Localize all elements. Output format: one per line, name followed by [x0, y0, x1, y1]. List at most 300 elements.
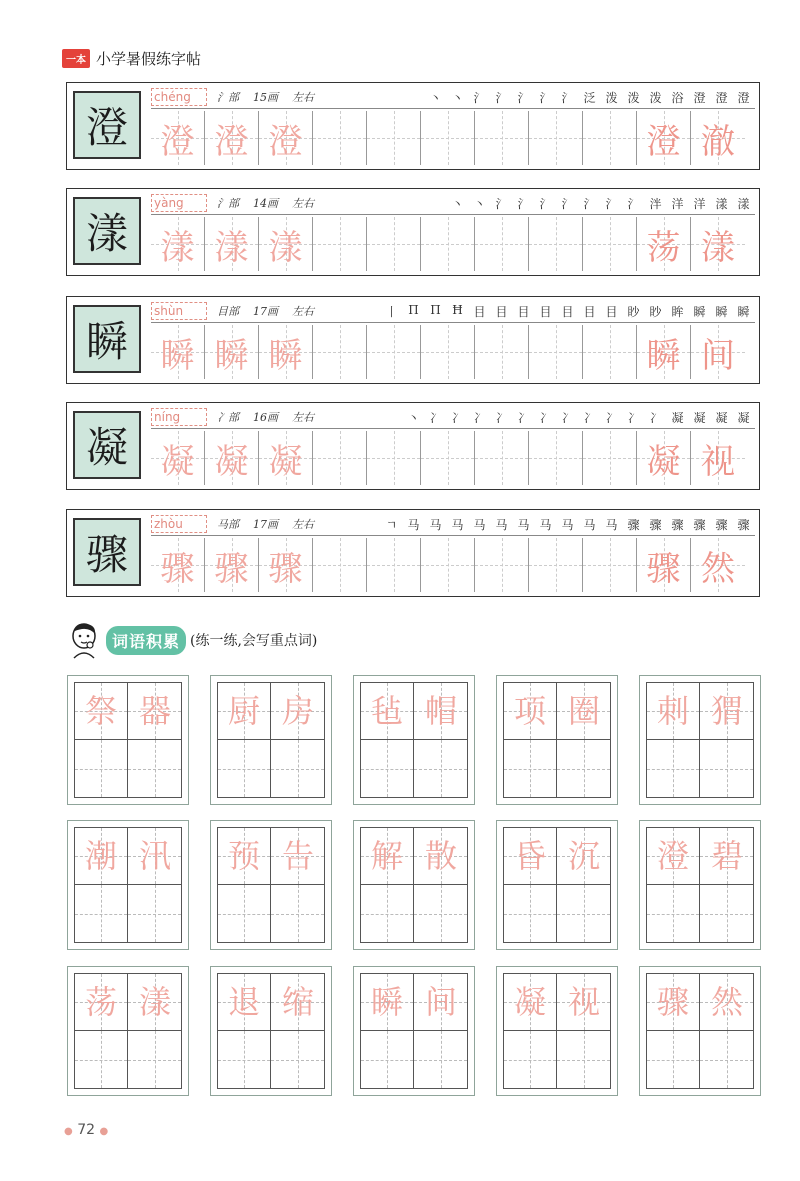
stroke-step: 冫	[583, 410, 597, 425]
word-block	[210, 820, 332, 950]
practice-cell[interactable]	[205, 111, 259, 165]
word-char: 预	[227, 837, 260, 875]
word-trace	[360, 973, 468, 1031]
word-block	[496, 966, 618, 1096]
word-char: 沉	[567, 837, 600, 875]
stroke-step: 骤	[737, 517, 751, 532]
trace-char: 视	[701, 441, 735, 482]
stroke-step: 马	[429, 517, 443, 532]
trace-char: 凝	[214, 441, 249, 482]
char-info-strip	[151, 300, 755, 323]
word-block	[639, 820, 761, 950]
stroke-step: 漾	[737, 196, 751, 211]
stroke-step: 目	[561, 304, 575, 319]
word-char: 刺	[656, 692, 689, 730]
practice-cell[interactable]	[475, 538, 529, 592]
word-char: 房	[281, 692, 314, 730]
word-cell[interactable]	[700, 1031, 753, 1088]
practice-cell[interactable]	[691, 217, 745, 271]
practice-cells	[151, 431, 755, 485]
practice-cell[interactable]	[691, 538, 745, 592]
word-block	[210, 966, 332, 1096]
stroke-step: 冫	[627, 410, 641, 425]
stroke-step: 丶	[473, 196, 487, 211]
practice-cell[interactable]	[529, 111, 583, 165]
pinyin-label: níng	[151, 408, 207, 426]
word-trace	[217, 682, 325, 740]
practice-cell[interactable]	[205, 431, 259, 485]
word-char: 昏	[513, 837, 546, 875]
word-section-title	[66, 620, 317, 660]
word-trace	[503, 973, 611, 1031]
word-cell[interactable]	[75, 740, 128, 797]
stroke-step: 马	[451, 517, 465, 532]
word-cell[interactable]	[128, 885, 181, 942]
practice-cell[interactable]	[637, 325, 691, 379]
practice-cells	[151, 217, 755, 271]
practice-cell[interactable]	[151, 538, 205, 592]
strokes-label: 17画	[253, 518, 278, 531]
page-number-value: 72	[77, 1122, 96, 1138]
stroke-step: 丨	[385, 304, 399, 319]
stroke-order	[381, 516, 755, 533]
word-block	[639, 675, 761, 805]
trace-char: 凝	[646, 441, 681, 482]
word-cell[interactable]	[218, 1031, 271, 1088]
stroke-step: 氵	[583, 196, 597, 211]
practice-cell[interactable]	[421, 538, 475, 592]
main-char: 瞬	[85, 317, 128, 366]
practice-cell[interactable]	[691, 431, 745, 485]
word-char: 缩	[281, 983, 314, 1021]
word-cell[interactable]	[271, 885, 324, 942]
practice-cell[interactable]	[583, 431, 637, 485]
trace-char: 漾	[268, 227, 303, 268]
practice-cell[interactable]	[637, 431, 691, 485]
practice-cell[interactable]	[313, 325, 367, 379]
word-block	[67, 820, 189, 950]
section-note: (练一练,会写重点词)	[190, 633, 318, 649]
word-char: 澄	[656, 837, 689, 875]
stroke-step: 骤	[693, 517, 707, 532]
word-cell[interactable]	[218, 740, 271, 797]
strokes-label: 16画	[253, 411, 278, 424]
stroke-step: 目	[605, 304, 619, 319]
trace-char: 骤	[214, 548, 249, 589]
practice-cell[interactable]	[583, 217, 637, 271]
practice-cell[interactable]	[529, 431, 583, 485]
word-cell[interactable]	[504, 1031, 557, 1088]
stroke-step: 氵	[473, 90, 487, 105]
trace-char: 澄	[214, 121, 249, 162]
stroke-step: 冫	[605, 410, 619, 425]
stroke-step: 马	[561, 517, 575, 532]
word-cell[interactable]	[361, 740, 414, 797]
word-cell[interactable]	[218, 885, 271, 942]
word-cell[interactable]	[557, 885, 610, 942]
word-trace	[646, 973, 754, 1031]
word-cell[interactable]	[647, 885, 700, 942]
main-char: 凝	[85, 423, 128, 472]
trace-char: 凝	[268, 441, 303, 482]
stroke-step: 泼	[605, 90, 619, 105]
word-cell[interactable]	[414, 885, 467, 942]
page-header	[62, 48, 201, 68]
practice-cell[interactable]	[691, 111, 745, 165]
practice-cell[interactable]	[259, 111, 313, 165]
word-trace	[360, 827, 468, 885]
stroke-step: 冫	[473, 410, 487, 425]
word-char: 骤	[656, 983, 689, 1021]
stroke-step: 洋	[693, 196, 707, 211]
practice-cell[interactable]	[421, 325, 475, 379]
trace-char: 瞬	[160, 335, 195, 376]
stroke-step: 氵	[605, 196, 619, 211]
main-char-box	[73, 305, 141, 373]
word-cell[interactable]	[700, 740, 753, 797]
radical-label: 马部	[217, 518, 239, 531]
brand-logo: 一本	[62, 49, 90, 68]
word-trace	[646, 827, 754, 885]
radical-label: 目部	[217, 305, 239, 318]
stroke-step: 凝	[737, 410, 751, 425]
practice-cells	[151, 325, 755, 379]
word-char: 猬	[710, 692, 743, 730]
practice-cell[interactable]	[691, 325, 745, 379]
stroke-order	[403, 409, 755, 426]
section-badge: 词语积累	[106, 626, 186, 655]
word-block	[67, 966, 189, 1096]
word-char: 荡	[84, 983, 117, 1021]
trace-char: 瞬	[268, 335, 303, 376]
radical-label: 氵部	[217, 91, 239, 104]
stroke-order	[447, 195, 755, 212]
char-info-strip	[151, 406, 755, 429]
word-block	[353, 820, 475, 950]
word-cell[interactable]	[504, 885, 557, 942]
char-info-strip	[151, 513, 755, 536]
stroke-step: 氵	[495, 90, 509, 105]
practice-cell[interactable]	[475, 431, 529, 485]
stroke-step: 马	[517, 517, 531, 532]
stroke-step: 冫	[539, 410, 553, 425]
word-block	[639, 966, 761, 1096]
stroke-step: 澄	[715, 90, 729, 105]
trace-char: 骤	[268, 548, 303, 589]
word-cell[interactable]	[271, 740, 324, 797]
stroke-step: 泮	[649, 196, 663, 211]
word-char: 凝	[513, 983, 546, 1021]
word-block	[496, 675, 618, 805]
practice-cell[interactable]	[313, 111, 367, 165]
word-trace	[74, 682, 182, 740]
word-trace	[503, 682, 611, 740]
stroke-step: 丶	[451, 90, 465, 105]
practice-cells	[151, 538, 755, 592]
word-block	[496, 820, 618, 950]
word-block	[353, 966, 475, 1096]
stroke-step: 冫	[495, 410, 509, 425]
trace-char: 然	[701, 548, 735, 589]
stroke-step: 凝	[671, 410, 685, 425]
stroke-step: 目	[539, 304, 553, 319]
trace-char: 澄	[160, 121, 195, 162]
book-title: 小学暑假练字帖	[96, 49, 202, 68]
practice-cell[interactable]	[151, 111, 205, 165]
trace-char: 瞬	[646, 335, 681, 376]
word-char: 碧	[710, 837, 743, 875]
word-cell[interactable]	[504, 740, 557, 797]
stroke-step: 眸	[671, 304, 685, 319]
strokes-label: 15画	[253, 91, 278, 104]
trace-char: 瞬	[214, 335, 249, 376]
word-char: 退	[227, 983, 260, 1021]
word-cell[interactable]	[271, 1031, 324, 1088]
practice-cell[interactable]	[421, 217, 475, 271]
word-trace	[74, 827, 182, 885]
stroke-step: 氵	[627, 196, 641, 211]
stroke-step: 目	[473, 304, 487, 319]
stroke-step: 骤	[715, 517, 729, 532]
practice-cell[interactable]	[637, 111, 691, 165]
stroke-step: 马	[495, 517, 509, 532]
stroke-step: 丶	[429, 90, 443, 105]
word-char: 汛	[138, 837, 171, 875]
stroke-step: 冫	[649, 410, 663, 425]
practice-cell[interactable]	[151, 431, 205, 485]
stroke-step: 丶	[407, 410, 421, 425]
main-char: 澄	[85, 103, 128, 152]
stroke-step: 澄	[737, 90, 751, 105]
practice-cell[interactable]	[151, 217, 205, 271]
main-char-box	[73, 197, 141, 265]
strokes-label: 17画	[253, 305, 278, 318]
stroke-step: 瞬	[737, 304, 751, 319]
trace-char: 凝	[160, 441, 195, 482]
char-row-3	[66, 296, 760, 384]
practice-cell[interactable]	[583, 325, 637, 379]
practice-cell[interactable]	[529, 538, 583, 592]
trace-char: 漾	[701, 227, 735, 268]
stroke-step: 氵	[517, 196, 531, 211]
stroke-step: 马	[605, 517, 619, 532]
practice-cell[interactable]	[367, 431, 421, 485]
stroke-step: 泼	[627, 90, 641, 105]
char-info-strip	[151, 192, 755, 215]
char-row-5	[66, 509, 760, 597]
word-char: 然	[710, 983, 743, 1021]
stroke-step: 氵	[517, 90, 531, 105]
trace-char: 间	[701, 335, 735, 376]
word-char: 潮	[84, 837, 117, 875]
stroke-step: 漾	[715, 196, 729, 211]
practice-cell[interactable]	[259, 217, 313, 271]
practice-cell[interactable]	[313, 217, 367, 271]
word-char: 器	[138, 692, 171, 730]
stroke-step: 浴	[671, 90, 685, 105]
stroke-step: 目	[517, 304, 531, 319]
word-block	[353, 675, 475, 805]
word-trace	[360, 682, 468, 740]
practice-cell[interactable]	[475, 217, 529, 271]
word-char: 漾	[138, 983, 171, 1021]
stroke-step: 瞬	[693, 304, 707, 319]
stroke-step: 冫	[561, 410, 575, 425]
practice-cell[interactable]	[583, 538, 637, 592]
dot-icon: ●	[99, 1126, 109, 1137]
boy-thinking-icon	[66, 620, 102, 660]
stroke-step: 骤	[627, 517, 641, 532]
trace-char: 荡	[646, 227, 681, 268]
word-char: 视	[567, 983, 600, 1021]
practice-cell[interactable]	[637, 217, 691, 271]
stroke-step: 凝	[693, 410, 707, 425]
practice-cell[interactable]	[475, 111, 529, 165]
structure-label: 左右	[292, 518, 314, 531]
stroke-step: 马	[583, 517, 597, 532]
stroke-step: 马	[539, 517, 553, 532]
word-char: 间	[424, 983, 457, 1021]
word-char: 厨	[227, 692, 260, 730]
radical-label: 氵部	[217, 197, 239, 210]
practice-cells	[151, 111, 755, 165]
char-row-4	[66, 402, 760, 490]
word-cell[interactable]	[128, 1031, 181, 1088]
trace-char: 骤	[160, 548, 195, 589]
stroke-step: Ħ	[452, 302, 464, 317]
structure-label: 左右	[292, 197, 314, 210]
pinyin-label: shùn	[151, 302, 207, 320]
trace-char: 漾	[160, 227, 195, 268]
word-cell[interactable]	[647, 1031, 700, 1088]
word-cell[interactable]	[557, 1031, 610, 1088]
word-char: 毡	[370, 692, 403, 730]
practice-cell[interactable]	[205, 325, 259, 379]
stroke-step: 马	[473, 517, 487, 532]
word-trace	[74, 973, 182, 1031]
stroke-order	[425, 89, 755, 106]
practice-cell[interactable]	[367, 538, 421, 592]
practice-cell[interactable]	[205, 538, 259, 592]
stroke-step: 氵	[561, 196, 575, 211]
trace-char: 澄	[646, 121, 681, 162]
stroke-step: 氵	[539, 90, 553, 105]
radical-label: 冫部	[217, 411, 239, 424]
word-cell[interactable]	[75, 885, 128, 942]
char-row-2	[66, 188, 760, 276]
stroke-step: 氵	[495, 196, 509, 211]
stroke-step: 洋	[671, 196, 685, 211]
word-cell[interactable]	[647, 740, 700, 797]
word-trace	[217, 827, 325, 885]
stroke-step: 氵	[539, 196, 553, 211]
word-char: 帽	[424, 692, 457, 730]
word-cell[interactable]	[361, 1031, 414, 1088]
word-trace	[646, 682, 754, 740]
practice-cell[interactable]	[583, 111, 637, 165]
practice-cell[interactable]	[313, 431, 367, 485]
main-char-box	[73, 518, 141, 586]
main-char: 漾	[85, 209, 128, 258]
stroke-step: 马	[407, 517, 421, 532]
char-row-1	[66, 82, 760, 170]
structure-label: 左右	[292, 91, 314, 104]
stroke-step: ㄱ	[385, 517, 399, 532]
word-cell[interactable]	[414, 1031, 467, 1088]
stroke-step: 眇	[627, 304, 641, 319]
practice-cell[interactable]	[151, 325, 205, 379]
practice-cell[interactable]	[637, 538, 691, 592]
word-block	[67, 675, 189, 805]
word-char: 瞬	[370, 983, 403, 1021]
stroke-step: 骤	[649, 517, 663, 532]
practice-cell[interactable]	[205, 217, 259, 271]
pinyin-label: zhòu	[151, 515, 207, 533]
word-char: 告	[281, 837, 314, 875]
word-trace	[217, 973, 325, 1031]
word-char: 祭	[84, 692, 117, 730]
stroke-step: 冫	[451, 410, 465, 425]
word-block	[210, 675, 332, 805]
stroke-step: 凝	[715, 410, 729, 425]
practice-cell[interactable]	[367, 111, 421, 165]
practice-cell[interactable]	[367, 325, 421, 379]
stroke-step: 丶	[451, 196, 465, 211]
practice-cell[interactable]	[421, 111, 475, 165]
char-info-strip	[151, 86, 755, 109]
trace-char: 骤	[646, 548, 681, 589]
practice-cell[interactable]	[475, 325, 529, 379]
practice-cell[interactable]	[367, 217, 421, 271]
strokes-label: 14画	[253, 197, 278, 210]
word-char: 项	[513, 692, 546, 730]
practice-cell[interactable]	[259, 431, 313, 485]
trace-char: 澈	[701, 121, 735, 162]
stroke-step: Π	[430, 302, 442, 317]
stroke-step: 瞬	[715, 304, 729, 319]
word-cell[interactable]	[557, 740, 610, 797]
word-trace	[503, 827, 611, 885]
stroke-step: 目	[495, 304, 509, 319]
dot-icon: ●	[64, 1126, 73, 1137]
stroke-step: 冫	[429, 410, 443, 425]
main-char: 骤	[85, 530, 128, 579]
word-cell[interactable]	[414, 740, 467, 797]
structure-label: 左右	[292, 411, 314, 424]
stroke-step: 澄	[693, 90, 707, 105]
word-char: 散	[424, 837, 457, 875]
practice-cell[interactable]	[529, 325, 583, 379]
word-cell[interactable]	[700, 885, 753, 942]
stroke-step: 冫	[517, 410, 531, 425]
practice-cell[interactable]	[259, 538, 313, 592]
trace-char: 漾	[214, 227, 249, 268]
word-cell[interactable]	[75, 1031, 128, 1088]
structure-label: 左右	[292, 305, 314, 318]
main-char-box	[73, 411, 141, 479]
practice-cell[interactable]	[529, 217, 583, 271]
practice-cell[interactable]	[421, 431, 475, 485]
practice-cell[interactable]	[313, 538, 367, 592]
pinyin-label: chéng	[151, 88, 207, 106]
practice-cell[interactable]	[259, 325, 313, 379]
pinyin-label: yàng	[151, 194, 207, 212]
page-number	[64, 1122, 108, 1138]
word-cell[interactable]	[361, 885, 414, 942]
stroke-step: 骤	[671, 517, 685, 532]
word-cell[interactable]	[128, 740, 181, 797]
main-char-box	[73, 91, 141, 159]
